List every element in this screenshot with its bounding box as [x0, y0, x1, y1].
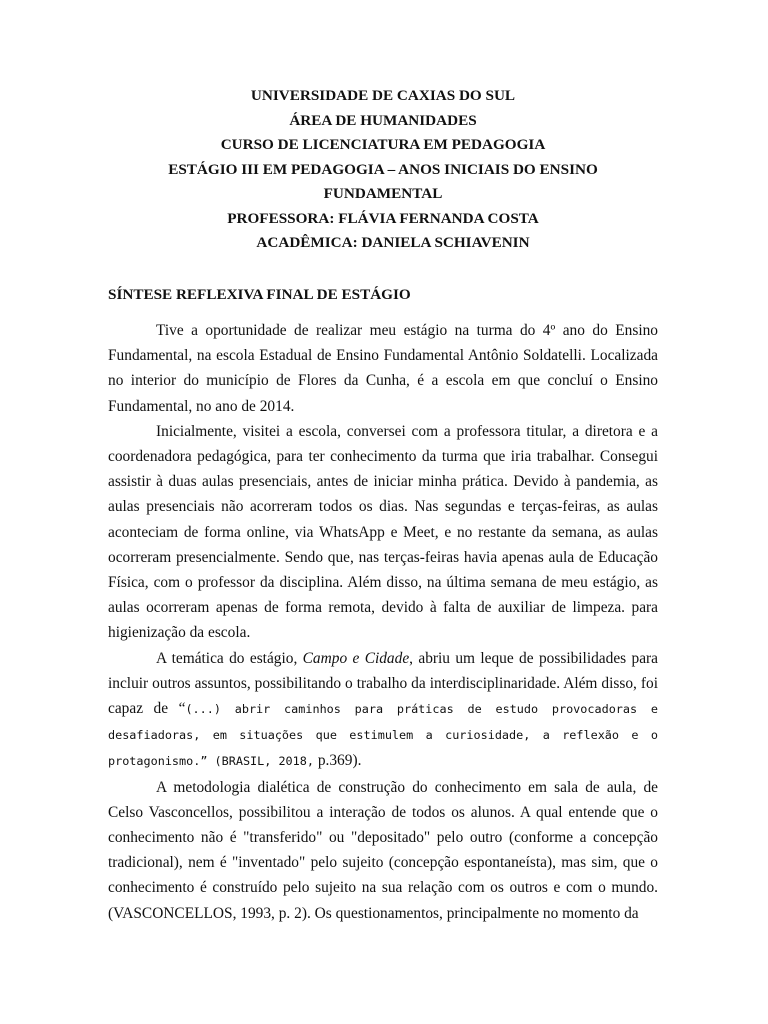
paragraph-3-text-a: A temática do estágio, — [156, 649, 303, 667]
paragraph-3 — [108, 646, 658, 775]
header-course: CURSO DE LICENCIATURA EM PEDAGOGIA — [220, 136, 546, 153]
header-area: ÁREA DE HUMANIDADES — [289, 111, 477, 129]
paragraph-4: A metodologia dialética de construção do conhecimento em sala de aula, de Celso Vasconcellos, possibilitou a interação de todos os alunos. A qual entende que o conhecimento não é "transferido" ou "depositado" pelo outro (conforme a concepção tradicional), nem é "inventado" pelo sujeito (concepção espontaneísta), mas sim, que o conhecimento é construído pelo sujeito na sua relação com os outros e com o mundo. (VASCONCELLOS, 1993, p. 2). Os questionamentos, principalmente no momento da — [108, 778, 658, 922]
paragraph-2: Inicialmente, visitei a escola, conversei com a professora titular, a diretora e a coordenadora pedagógica, para ter conhecimento da turma que iria trabalhar. Consegui assistir à duas aulas presenciais, antes de iniciar minha prática. Devido à pandemia, as aulas presenciais não acorreram todos os dias. Nas segundas e terças-feiras, as aulas aconteciam de forma online, via WhatsApp e Meet, e no restante da semana, as aulas ocorreram presencialmente. Sendo que, nas terças-feiras havia apenas aula de Educação Física, com o professor da disciplina. Além disso, na última semana de meu estágio, as aulas ocorreram apenas de forma remota, devido à falta de auxiliar de limpeza. para higienização da escola. — [108, 422, 658, 642]
theme-emphasis: Campo e Cidade — [302, 649, 410, 667]
header-university: UNIVERSIDADE DE CAXIAS DO SUL — [250, 87, 516, 104]
section-title: SÍNTESE REFLEXIVA FINAL DE ESTÁGIO — [108, 286, 411, 303]
header-student: ACADÊMICA: DANIELA SCHIAVENIN — [256, 234, 530, 251]
document-header — [108, 84, 658, 256]
paragraph-3-text-b: , abriu um leque de possibilidades para incluir outros assuntos, possibilitando o trabalho da interdisciplinaridade. Além disso, foi capaz de “ — [108, 649, 658, 718]
document-body — [108, 318, 658, 926]
header-professor: PROFESSORA: FLÁVIA FERNANDA COSTA — [227, 209, 539, 227]
paragraph-3-text-c: p.369). — [313, 752, 362, 770]
paragraph-1: Tive a oportunidade de realizar meu estágio na turma do 4º ano do Ensino Fundamental, na escola Estadual de Ensino Fundamental Antônio Soldatelli. Localizada no interior do município de Flores da Cunha, é a escola em que concluí o Ensino Fundamental, no ano de 2014. — [108, 322, 658, 415]
header-internship-cont: FUNDAMENTAL — [323, 185, 443, 202]
bncc-quote: (...) abrir caminhos para práticas de estudo provocadoras e desafiadoras, em situações que estimulem a curiosidade, a reflexão e o protagonismo.” (BRASIL, 2018, — [108, 702, 658, 769]
header-internship: ESTÁGIO III EM PEDAGOGIA – ANOS INICIAIS DO ENSINO — [168, 160, 598, 178]
